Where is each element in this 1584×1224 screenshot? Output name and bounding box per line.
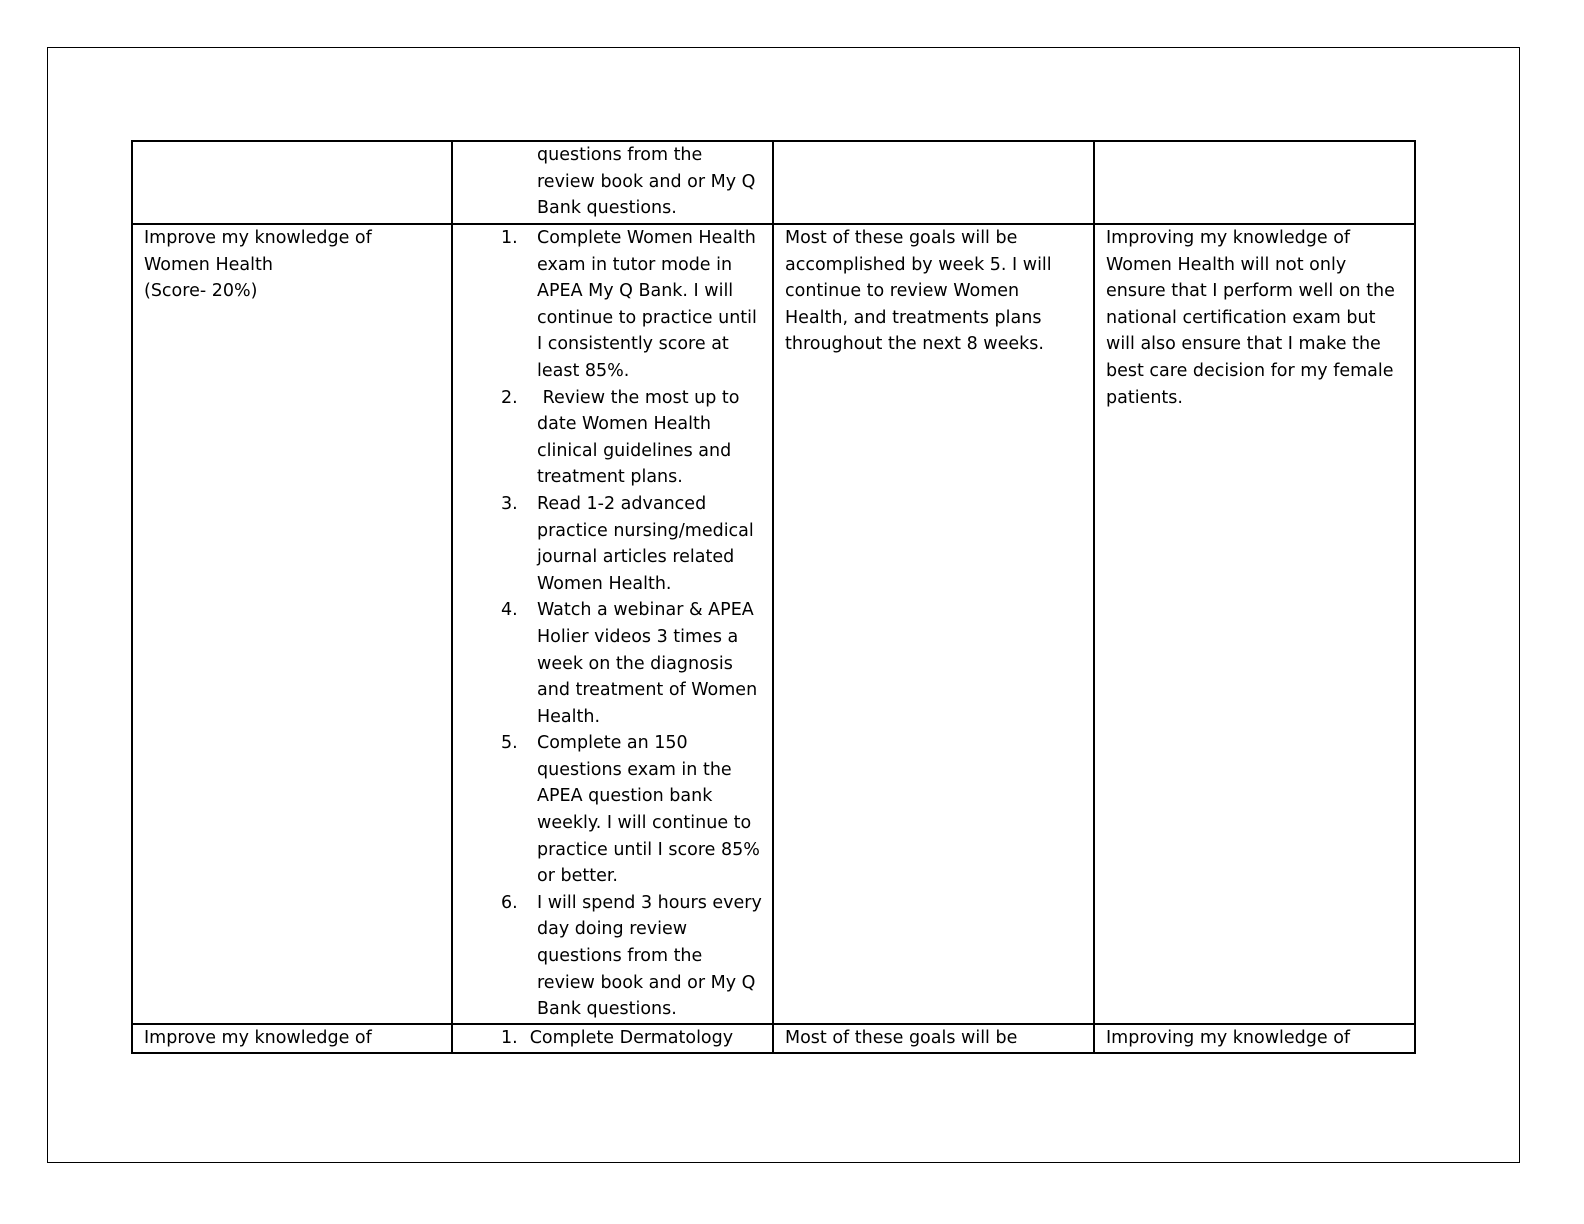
rationale-cell	[1094, 141, 1415, 224]
table-row	[132, 141, 1415, 224]
steps-cell	[452, 141, 773, 224]
steps-list	[464, 225, 762, 1023]
list-item: 6. I will spend 3 hours every day doing review questions from the review book and or My Q Bank questions.	[501, 892, 762, 1020]
goal-cell	[132, 1024, 452, 1053]
list-item: 1. Complete Women Health exam in tutor mode in APEA My Q Bank. I will continue to practice until I consistently score at least 85%.	[501, 228, 757, 381]
list-item: 1. Complete Dermatology	[501, 1028, 734, 1048]
table-row	[132, 1024, 1415, 1053]
goal-title: Improve my knowledge of Women Health	[144, 228, 372, 275]
timeline-cell: Most of these goals will be accomplished by week 5. I will continue to review Women Health, and treatments plans throughout the next 8 weeks.	[773, 224, 1094, 1024]
goal-cell	[132, 141, 452, 224]
list-item: 4. Watch a webinar & APEA Holier videos 3 times a week on the diagnosis and treatment of Women Health.	[501, 600, 758, 727]
goal-score: (Score- 20%)	[144, 281, 258, 302]
study-plan-table	[131, 140, 1416, 1054]
timeline-cell	[773, 141, 1094, 224]
goal-cell	[132, 224, 452, 1024]
goal-title: Improve my knowledge of	[144, 1028, 372, 1048]
steps-cell	[452, 224, 773, 1024]
list-item: 3. Read 1-2 advanced practice nursing/medical journal articles related Women Health.	[501, 493, 754, 594]
list-item: 5. Complete an 150 questions exam in the APEA question bank weekly. I will continue to practice until I score 85% or better.	[501, 733, 760, 887]
timeline-cell: Most of these goals will be	[773, 1024, 1094, 1053]
rationale-cell: Improving my knowledge of	[1094, 1024, 1415, 1053]
table-row	[132, 224, 1415, 1024]
list-item: 2. Review the most up to date Women Health clinical guidelines and treatment plans.	[501, 387, 746, 488]
rationale-cell: Improving my knowledge of Women Health will not only ensure that I perform well on the national certification exam but will also ensure that I make the best care decision for my female patients.	[1094, 224, 1415, 1024]
steps-continued-text: questions from the review book and or My Q Bank questions.	[537, 145, 756, 219]
steps-cell	[452, 1024, 773, 1053]
